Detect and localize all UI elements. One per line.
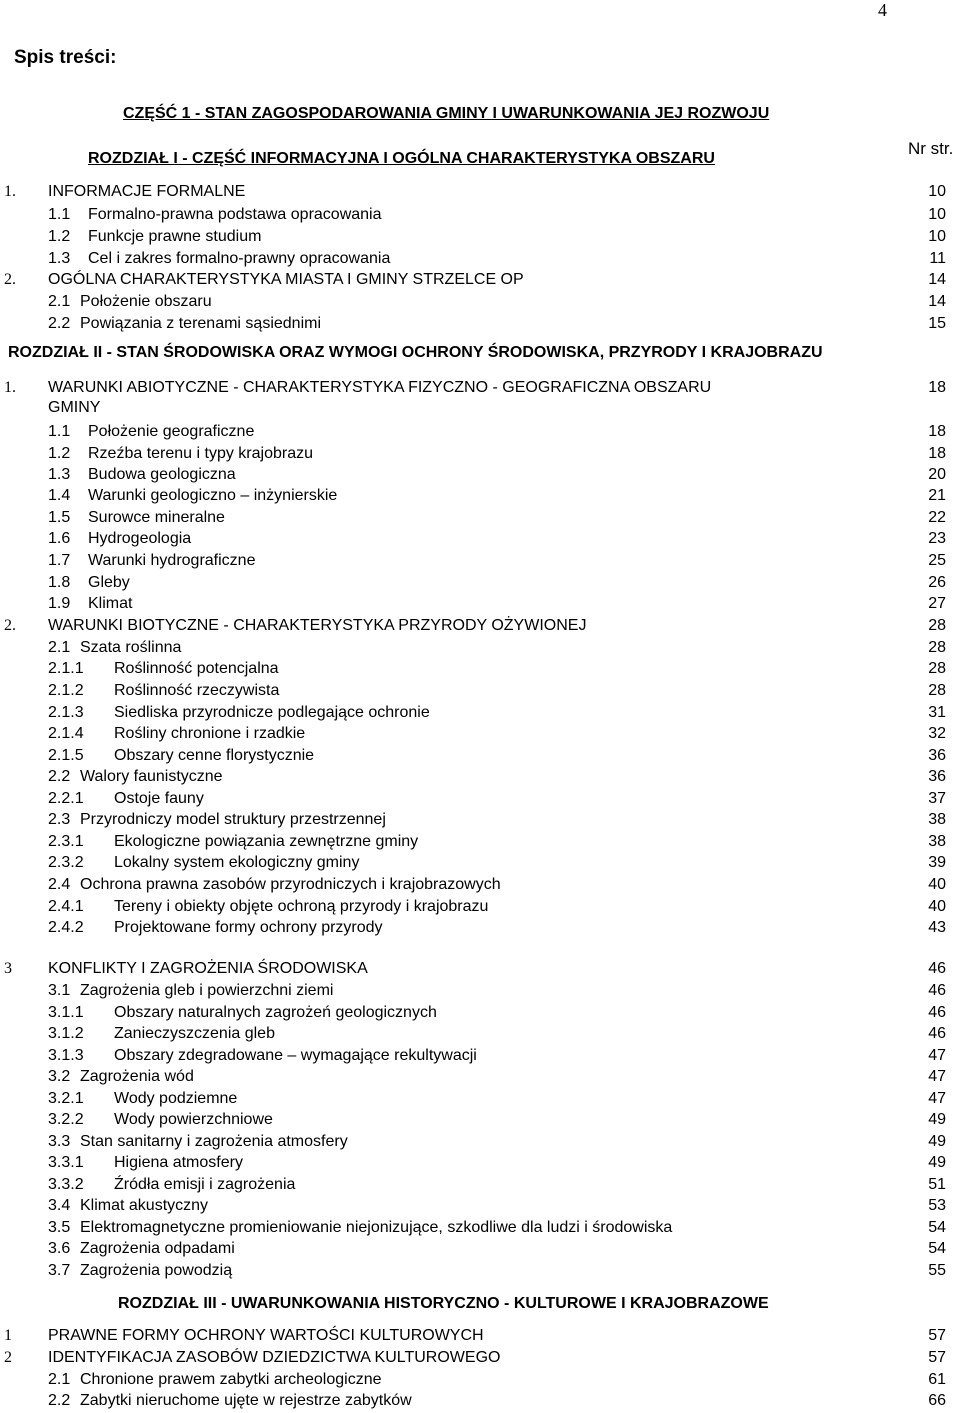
- entry-title: WARUNKI BIOTYCZNE - CHARAKTERYSTYKA PRZYRODY OŻYWIONEJ: [48, 617, 587, 634]
- entry-title: Roślinność rzeczywista: [114, 682, 280, 699]
- entry-section-number: 3.3.1: [48, 1154, 84, 1171]
- toc-entry: [0, 917, 960, 938]
- entry-page-number: 54: [928, 1240, 946, 1257]
- toc-entry: [0, 464, 960, 485]
- entry-section-number: 2.2.1: [48, 790, 84, 807]
- entry-page-number: 11: [929, 250, 946, 267]
- entry-page-number: 23: [928, 530, 946, 547]
- entry-title: Przyrodniczy model struktury przestrzennej: [80, 811, 386, 828]
- entry-title: Obszary naturalnych zagrożeń geologicznych: [114, 1004, 437, 1021]
- entry-page-number: 21: [928, 487, 946, 504]
- entry-section-number: 1.2: [48, 445, 71, 462]
- entry-section-number: 1.4: [48, 487, 71, 504]
- entry-section-number: 2.1: [48, 639, 71, 656]
- entry-section-number: 3.1.2: [48, 1025, 84, 1042]
- entry-title: Chronione prawem zabytki archeologiczne: [80, 1371, 382, 1388]
- entry-title: Powiązania z terenami sąsiednimi: [80, 315, 321, 332]
- entry-section-number: 3.6: [48, 1240, 71, 1257]
- entry-page-number: 61: [928, 1371, 946, 1388]
- entry-title: INFORMACJE FORMALNE: [48, 183, 246, 200]
- toc-entry: [0, 550, 960, 571]
- chapter2-heading: ROZDZIAŁ II - STAN ŚRODOWISKA ORAZ WYMOGI OCHRONY ŚRODOWISKA, PRZYRODY I KRAJOBRAZU: [8, 344, 823, 361]
- entry-section-number: 2.4.2: [48, 919, 84, 936]
- entry-page-number: 10: [928, 206, 946, 223]
- toc-entry: [0, 593, 960, 614]
- entry-section-number: 2.1: [48, 1371, 71, 1388]
- entry-title: Stan sanitarny i zagrożenia atmosfery: [80, 1133, 348, 1150]
- toc-entry: [0, 896, 960, 917]
- entry-number: 1.: [4, 183, 16, 200]
- entry-section-number: 2.1.2: [48, 682, 84, 699]
- toc-entry: [0, 1045, 960, 1066]
- entry-page-number: 22: [928, 509, 946, 526]
- toc-entry: [0, 680, 960, 701]
- entry-title: Źródła emisji i zagrożenia: [114, 1176, 296, 1193]
- entry-number: 1: [4, 1327, 12, 1344]
- entry-title: Hydrogeologia: [88, 530, 192, 547]
- entry-page-number: 57: [928, 1327, 946, 1344]
- entry-title: Zagrożenia powodzią: [80, 1262, 233, 1279]
- entry-section-number: 2.1.5: [48, 747, 84, 764]
- entry-page-number: 28: [928, 660, 946, 677]
- toc-entry: [0, 702, 960, 723]
- entry-title: Szata roślinna: [80, 639, 182, 656]
- entry-section-number: 2.1.1: [48, 660, 84, 677]
- entry-title: Siedliska przyrodnicze podlegające ochronie: [114, 704, 430, 721]
- toc-entry: [0, 507, 960, 528]
- toc-entry: [0, 1347, 960, 1368]
- entry-page-number: 49: [928, 1154, 946, 1171]
- entry-page-number: 38: [928, 833, 946, 850]
- toc-entry: [0, 313, 960, 334]
- toc-entry: [0, 1369, 960, 1390]
- toc-entry: [0, 377, 960, 416]
- entry-page-number: 18: [928, 445, 946, 462]
- entry-page-number: 15: [928, 315, 946, 332]
- entry-page-number: 36: [928, 768, 946, 785]
- entry-page-number: 49: [928, 1111, 946, 1128]
- toc-entry: [0, 485, 960, 506]
- entry-title: Zagrożenia gleb i powierzchni ziemi: [80, 982, 334, 999]
- entry-section-number: 2.1.4: [48, 725, 84, 742]
- toc-entry: [0, 852, 960, 873]
- entry-number: 3: [4, 960, 12, 977]
- entry-title: Zagrożenia wód: [80, 1068, 194, 1085]
- entry-title: Projektowane formy ochrony przyrody: [114, 919, 383, 936]
- entry-title: Wody powierzchniowe: [114, 1111, 273, 1128]
- entry-page-number: 32: [928, 725, 946, 742]
- toc-entry: [0, 291, 960, 312]
- entry-page-number: 55: [928, 1262, 946, 1279]
- toc-entry: [0, 1152, 960, 1173]
- entry-page-number: 10: [928, 228, 946, 245]
- entry-section-number: 1.8: [48, 574, 71, 591]
- toc-entry: [0, 269, 960, 290]
- toc-entry: [0, 443, 960, 464]
- entry-section-number: 1.1: [48, 423, 71, 440]
- entry-section-number: 3.3.2: [48, 1176, 84, 1193]
- entry-page-number: 39: [928, 854, 946, 871]
- entry-page-number: 18: [928, 423, 946, 440]
- toc-entry: [0, 1131, 960, 1152]
- toc-entry: [0, 226, 960, 247]
- toc-entry: [0, 1174, 960, 1195]
- toc-entry: [0, 1325, 960, 1346]
- entry-page-number: 28: [928, 639, 946, 656]
- toc-entry: [0, 615, 960, 636]
- toc-entry: [0, 637, 960, 658]
- entry-title: Elektromagnetyczne promieniowanie niejonizujące, szkodliwe dla ludzi i środowiska: [80, 1219, 673, 1236]
- toc-title: Spis treści:: [14, 47, 117, 68]
- entry-page-number: 54: [928, 1219, 946, 1236]
- entry-section-number: 2.1: [48, 293, 71, 310]
- entry-page-number: 40: [928, 898, 946, 915]
- chapter3-heading: ROZDZIAŁ III - UWARUNKOWANIA HISTORYCZNO - KULTUROWE I KRAJOBRAZOWE: [118, 1295, 769, 1312]
- entry-title: Obszary cenne florystycznie: [114, 747, 315, 764]
- entry-page-number: 36: [928, 747, 946, 764]
- entry-section-number: 2.4.1: [48, 898, 84, 915]
- toc-entry: [0, 658, 960, 679]
- entry-title: KONFLIKTY I ZAGROŻENIA ŚRODOWISKA: [48, 960, 368, 977]
- entry-section-number: 1.9: [48, 595, 71, 612]
- entry-section-number: 1.3: [48, 250, 71, 267]
- entry-section-number: 3.1.1: [48, 1004, 84, 1021]
- entry-section-number: 3.3: [48, 1133, 71, 1150]
- entry-page-number: 46: [928, 982, 946, 999]
- entry-title-continuation: GMINY: [48, 399, 101, 416]
- chapter1-heading: ROZDZIAŁ I - CZĘŚĆ INFORMACYJNA I OGÓLNA CHARAKTERYSTYKA OBSZARU: [88, 150, 715, 167]
- entry-number: 2.: [4, 617, 16, 634]
- entry-section-number: 1.5: [48, 509, 71, 526]
- toc-entry: [0, 1066, 960, 1087]
- entry-number: 2.: [4, 271, 16, 288]
- entry-page-number: 14: [928, 293, 946, 310]
- entry-title: Higiena atmosfery: [114, 1154, 243, 1171]
- entry-title: Tereny i obiekty objęte ochroną przyrody i krajobrazu: [114, 898, 489, 915]
- entry-page-number: 37: [928, 790, 946, 807]
- toc-entry: [0, 1088, 960, 1109]
- entry-title: Cel i zakres formalno-prawny opracowania: [88, 250, 391, 267]
- entry-page-number: 26: [928, 574, 946, 591]
- toc-entry: [0, 421, 960, 442]
- entry-title: Rzeźba terenu i typy krajobrazu: [88, 445, 313, 462]
- entry-title: PRAWNE FORMY OCHRONY WARTOŚCI KULTUROWYCH: [48, 1327, 484, 1344]
- toc-entry: [0, 723, 960, 744]
- toc-entry: [0, 248, 960, 269]
- entry-title: Rośliny chronione i rzadkie: [114, 725, 306, 742]
- entry-section-number: 3.2: [48, 1068, 71, 1085]
- entry-title: Budowa geologiczna: [88, 466, 236, 483]
- entry-title: Położenie obszaru: [80, 293, 212, 310]
- toc-entry: [0, 874, 960, 895]
- toc-entry: [0, 1217, 960, 1238]
- entry-section-number: 2.1.3: [48, 704, 84, 721]
- entry-page-number: 18: [928, 379, 946, 396]
- entry-section-number: 2.3: [48, 811, 71, 828]
- entry-page-number: 27: [928, 595, 946, 612]
- toc-entry: [0, 788, 960, 809]
- entry-title: Klimat: [88, 595, 133, 612]
- entry-page-number: 46: [928, 960, 946, 977]
- entry-number: 2: [4, 1349, 12, 1366]
- entry-section-number: 1.3: [48, 466, 71, 483]
- entry-section-number: 2.2: [48, 768, 71, 785]
- entry-page-number: 47: [928, 1090, 946, 1107]
- entry-page-number: 31: [928, 704, 946, 721]
- toc-entry: [0, 1390, 960, 1411]
- entry-section-number: 1.7: [48, 552, 71, 569]
- entry-page-number: 57: [928, 1349, 946, 1366]
- entry-page-number: 47: [928, 1068, 946, 1085]
- toc-entry: [0, 181, 960, 202]
- entry-section-number: 1.2: [48, 228, 71, 245]
- entry-page-number: 43: [928, 919, 946, 936]
- entry-section-number: 2.2: [48, 315, 71, 332]
- entry-page-number: 53: [928, 1197, 946, 1214]
- toc-entry: [0, 745, 960, 766]
- toc-entry: [0, 980, 960, 1001]
- entry-section-number: 3.4: [48, 1197, 71, 1214]
- entry-section-number: 1.6: [48, 530, 71, 547]
- toc-entry: [0, 572, 960, 593]
- entry-section-number: 3.7: [48, 1262, 71, 1279]
- entry-title: Warunki hydrograficzne: [88, 552, 256, 569]
- entry-page-number: 51: [928, 1176, 946, 1193]
- entry-title: Zabytki nieruchome ujęte w rejestrze zabytków: [80, 1392, 412, 1409]
- entry-title: Gleby: [88, 574, 130, 591]
- entry-title: Zanieczyszczenia gleb: [114, 1025, 275, 1042]
- toc-entry: [0, 958, 960, 979]
- toc-entry: [0, 1109, 960, 1130]
- entry-title: Wody podziemne: [114, 1090, 238, 1107]
- entry-title: Klimat akustyczny: [80, 1197, 209, 1214]
- entry-page-number: 47: [928, 1047, 946, 1064]
- entry-page-number: 10: [928, 183, 946, 200]
- toc-entry: [0, 831, 960, 852]
- entry-title: Położenie geograficzne: [88, 423, 255, 440]
- entry-page-number: 38: [928, 811, 946, 828]
- entry-page-number: 14: [928, 271, 946, 288]
- toc-entry: [0, 1195, 960, 1216]
- page-column-label: Nr str.: [908, 139, 954, 158]
- entry-section-number: 3.5: [48, 1219, 71, 1236]
- toc-entry: [0, 1238, 960, 1259]
- entry-page-number: 20: [928, 466, 946, 483]
- toc-entry: [0, 204, 960, 225]
- entry-title: Walory faunistyczne: [80, 768, 223, 785]
- entry-section-number: 3.2.2: [48, 1111, 84, 1128]
- entry-page-number: 46: [928, 1025, 946, 1042]
- entry-page-number: 25: [928, 552, 946, 569]
- entry-title: Zagrożenia odpadami: [80, 1240, 235, 1257]
- entry-title: IDENTYFIKACJA ZASOBÓW DZIEDZICTWA KULTUROWEGO: [48, 1349, 501, 1366]
- entry-title: Ochrona prawna zasobów przyrodniczych i krajobrazowych: [80, 876, 501, 893]
- entry-section-number: 2.3.2: [48, 854, 84, 871]
- entry-title: Warunki geologiczno – inżynierskie: [88, 487, 338, 504]
- toc-entry: [0, 809, 960, 830]
- entry-page-number: 28: [928, 617, 946, 634]
- entry-section-number: 2.4: [48, 876, 71, 893]
- entry-section-number: 2.2: [48, 1392, 71, 1409]
- entry-title: Formalno-prawna podstawa opracowania: [88, 206, 382, 223]
- toc-entry: [0, 1260, 960, 1281]
- entry-section-number: 1.1: [48, 206, 71, 223]
- entry-title: Obszary zdegradowane – wymagające rekultywacji: [114, 1047, 477, 1064]
- entry-section-number: 3.1.3: [48, 1047, 84, 1064]
- entry-page-number: 28: [928, 682, 946, 699]
- entry-title: Ekologiczne powiązania zewnętrzne gminy: [114, 833, 419, 850]
- entry-title: Funkcje prawne studium: [88, 228, 262, 245]
- toc-entry: [0, 1002, 960, 1023]
- entry-title: OGÓLNA CHARAKTERYSTYKA MIASTA I GMINY STRZELCE OP: [48, 271, 524, 288]
- entry-page-number: 40: [928, 876, 946, 893]
- entry-title: WARUNKI ABIOTYCZNE - CHARAKTERYSTYKA FIZYCZNO - GEOGRAFICZNA OBSZARU: [48, 379, 712, 396]
- toc-entry: [0, 528, 960, 549]
- entry-page-number: 46: [928, 1004, 946, 1021]
- part-heading: CZĘŚĆ 1 - STAN ZAGOSPODAROWANIA GMINY I UWARUNKOWANIA JEJ ROZWOJU: [123, 105, 770, 122]
- entry-title: Lokalny system ekologiczny gminy: [114, 854, 360, 871]
- toc-entry: [0, 1023, 960, 1044]
- toc-entry: [0, 766, 960, 787]
- page-number: 4: [878, 0, 887, 20]
- entry-title: Ostoje fauny: [114, 790, 204, 807]
- entry-title: Roślinność potencjalna: [114, 660, 279, 677]
- entry-page-number: 66: [928, 1392, 946, 1409]
- entry-title: Surowce mineralne: [88, 509, 225, 526]
- entry-number: 1.: [4, 379, 16, 396]
- entry-section-number: 2.3.1: [48, 833, 84, 850]
- entry-section-number: 3.1: [48, 982, 71, 999]
- entry-section-number: 3.2.1: [48, 1090, 84, 1107]
- entry-page-number: 49: [928, 1133, 946, 1150]
